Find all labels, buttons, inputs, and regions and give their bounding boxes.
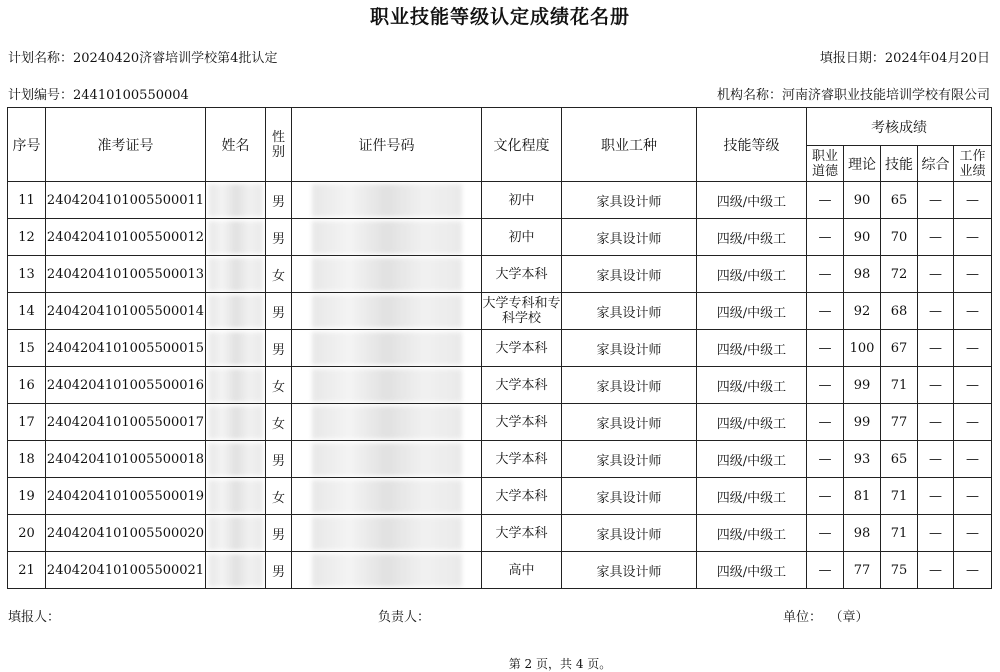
name-cell xyxy=(206,478,266,515)
page-number-text: 第 2 页，共 4 页。 xyxy=(508,657,612,671)
theory-score-cell: 90 xyxy=(844,219,881,256)
table-row xyxy=(8,219,992,256)
col-skill-level: 技能等级 xyxy=(697,108,807,182)
skill-score-cell: 71 xyxy=(881,515,918,552)
organization-label: 机构名称： xyxy=(716,88,782,103)
theory-score-cell: 93 xyxy=(844,441,881,478)
theory-score-cell: 92 xyxy=(844,293,881,330)
ethics-score-cell: — xyxy=(807,182,844,219)
skill-level-cell: 四级/中级工 xyxy=(697,219,807,256)
table-row xyxy=(8,478,992,515)
col-name: 姓名 xyxy=(206,108,266,182)
redacted-id-number xyxy=(312,258,462,291)
education-cell: 大学本科 xyxy=(482,515,562,552)
overall-score-cell: — xyxy=(918,182,954,219)
id-no-cell xyxy=(292,256,482,293)
work-performance-cell: — xyxy=(954,552,992,589)
ethics-score-cell: — xyxy=(807,367,844,404)
redacted-name xyxy=(209,184,263,217)
id-no-cell xyxy=(292,219,482,256)
theory-score-cell: 100 xyxy=(844,330,881,367)
exam-no-cell: 2404204101005500015 xyxy=(46,330,206,367)
skill-score-cell: 77 xyxy=(881,404,918,441)
seq-cell: 19 xyxy=(8,478,46,515)
exam-no-cell: 2404204101005500021 xyxy=(46,552,206,589)
exam-no-cell: 2404204101005500012 xyxy=(46,219,206,256)
id-no-cell xyxy=(292,515,482,552)
col-work-performance: 工作业绩 xyxy=(954,146,992,182)
skill-level-cell: 四级/中级工 xyxy=(697,515,807,552)
occupation-cell: 家具设计师 xyxy=(562,404,697,441)
work-performance-cell: — xyxy=(954,219,992,256)
table-row xyxy=(8,256,992,293)
occupation-cell: 家具设计师 xyxy=(562,256,697,293)
skill-score-cell: 71 xyxy=(881,478,918,515)
id-no-cell xyxy=(292,478,482,515)
ethics-score-cell: — xyxy=(807,404,844,441)
work-performance-cell: — xyxy=(954,330,992,367)
name-cell xyxy=(206,367,266,404)
seq-cell: 20 xyxy=(8,515,46,552)
skill-level-cell: 四级/中级工 xyxy=(697,256,807,293)
overall-score-cell: — xyxy=(918,552,954,589)
skill-level-cell: 四级/中级工 xyxy=(697,330,807,367)
exam-no-cell: 2404204101005500016 xyxy=(46,367,206,404)
education-cell: 大学本科 xyxy=(482,256,562,293)
gender-cell: 女 xyxy=(266,404,292,441)
redacted-name xyxy=(209,221,263,254)
theory-score-cell: 99 xyxy=(844,404,881,441)
filler-label: 填报人： xyxy=(8,610,61,625)
col-ethics: 职业道德 xyxy=(807,146,844,182)
ethics-score-cell: — xyxy=(807,219,844,256)
unit-label: 单位： xyxy=(783,610,823,625)
theory-score-cell: 98 xyxy=(844,515,881,552)
redacted-name xyxy=(209,443,263,476)
gender-cell: 女 xyxy=(266,256,292,293)
redacted-id-number xyxy=(312,221,462,254)
table-row xyxy=(8,441,992,478)
plan-number xyxy=(8,84,189,103)
skill-level-cell: 四级/中级工 xyxy=(697,478,807,515)
seq-cell: 21 xyxy=(8,552,46,589)
fill-date-value: 2024年04月20日 xyxy=(884,51,990,66)
redacted-id-number xyxy=(312,369,462,402)
occupation-cell: 家具设计师 xyxy=(562,552,697,589)
col-overall: 综合 xyxy=(918,146,954,182)
overall-score-cell: — xyxy=(918,219,954,256)
redacted-name xyxy=(209,554,263,587)
redacted-name xyxy=(209,295,263,328)
name-cell xyxy=(206,552,266,589)
skill-level-cell: 四级/中级工 xyxy=(697,182,807,219)
exam-no-cell: 2404204101005500019 xyxy=(46,478,206,515)
name-cell xyxy=(206,219,266,256)
occupation-cell: 家具设计师 xyxy=(562,515,697,552)
name-cell xyxy=(206,404,266,441)
overall-score-cell: — xyxy=(918,293,954,330)
organization-value: 河南济睿职业技能培训学校有限公司 xyxy=(781,88,990,103)
work-performance-cell: — xyxy=(954,256,992,293)
col-skill: 技能 xyxy=(881,146,918,182)
id-no-cell xyxy=(292,330,482,367)
overall-score-cell: — xyxy=(918,367,954,404)
seq-cell: 16 xyxy=(8,367,46,404)
plan-name xyxy=(8,47,277,66)
unit-field xyxy=(783,606,869,625)
work-performance-cell: — xyxy=(954,293,992,330)
redacted-name xyxy=(209,406,263,439)
education-cell: 大学本科 xyxy=(482,330,562,367)
seq-cell: 14 xyxy=(8,293,46,330)
redacted-id-number xyxy=(312,480,462,513)
theory-score-cell: 81 xyxy=(844,478,881,515)
skill-level-cell: 四级/中级工 xyxy=(697,441,807,478)
col-occupation: 职业工种 xyxy=(562,108,697,182)
col-gender: 性别 xyxy=(266,108,292,182)
id-no-cell xyxy=(292,293,482,330)
exam-no-cell: 2404204101005500017 xyxy=(46,404,206,441)
work-performance-cell: — xyxy=(954,441,992,478)
theory-score-cell: 90 xyxy=(844,182,881,219)
work-performance-cell: — xyxy=(954,515,992,552)
seq-cell: 17 xyxy=(8,404,46,441)
unit-stamp: （章） xyxy=(836,610,869,625)
plan-number-label: 计划编号： xyxy=(8,88,74,103)
skill-score-cell: 72 xyxy=(881,256,918,293)
fill-date xyxy=(820,47,990,66)
organization-name xyxy=(717,84,990,103)
overall-score-cell: — xyxy=(918,441,954,478)
education-cell: 高中 xyxy=(482,552,562,589)
skill-score-cell: 65 xyxy=(881,182,918,219)
redacted-name xyxy=(209,517,263,550)
ethics-score-cell: — xyxy=(807,256,844,293)
table-row xyxy=(8,182,992,219)
name-cell xyxy=(206,256,266,293)
name-cell xyxy=(206,441,266,478)
overall-score-cell: — xyxy=(918,256,954,293)
overall-score-cell: — xyxy=(918,515,954,552)
occupation-cell: 家具设计师 xyxy=(562,478,697,515)
exam-no-cell: 2404204101005500013 xyxy=(46,256,206,293)
skill-score-cell: 71 xyxy=(881,367,918,404)
score-roster-table xyxy=(7,107,992,589)
ethics-score-cell: — xyxy=(807,441,844,478)
id-no-cell xyxy=(292,404,482,441)
redacted-id-number xyxy=(312,443,462,476)
occupation-cell: 家具设计师 xyxy=(562,367,697,404)
redacted-id-number xyxy=(312,184,462,217)
name-cell xyxy=(206,515,266,552)
occupation-cell: 家具设计师 xyxy=(562,182,697,219)
exam-no-cell: 2404204101005500014 xyxy=(46,293,206,330)
table-row xyxy=(8,367,992,404)
skill-score-cell: 70 xyxy=(881,219,918,256)
skill-level-cell: 四级/中级工 xyxy=(697,404,807,441)
col-seq: 序号 xyxy=(8,108,46,182)
col-id-no: 证件号码 xyxy=(292,108,482,182)
occupation-cell: 家具设计师 xyxy=(562,219,697,256)
plan-name-label: 计划名称： xyxy=(8,51,74,66)
overall-score-cell: — xyxy=(918,330,954,367)
seq-cell: 12 xyxy=(8,219,46,256)
id-no-cell xyxy=(292,182,482,219)
fill-date-label: 填报日期： xyxy=(819,51,885,66)
gender-cell: 男 xyxy=(266,515,292,552)
ethics-score-cell: — xyxy=(807,515,844,552)
education-cell: 大学本科 xyxy=(482,367,562,404)
occupation-cell: 家具设计师 xyxy=(562,293,697,330)
redacted-id-number xyxy=(312,406,462,439)
ethics-score-cell: — xyxy=(807,293,844,330)
name-cell xyxy=(206,293,266,330)
education-cell: 大学专科和专科学校 xyxy=(482,293,562,330)
table-row xyxy=(8,552,992,589)
theory-score-cell: 99 xyxy=(844,367,881,404)
education-cell: 大学本科 xyxy=(482,404,562,441)
work-performance-cell: — xyxy=(954,182,992,219)
theory-score-cell: 77 xyxy=(844,552,881,589)
table-row xyxy=(8,404,992,441)
redacted-name xyxy=(209,480,263,513)
id-no-cell xyxy=(292,367,482,404)
skill-level-cell: 四级/中级工 xyxy=(697,552,807,589)
name-cell xyxy=(206,182,266,219)
overall-score-cell: — xyxy=(918,478,954,515)
education-cell: 初中 xyxy=(482,219,562,256)
work-performance-cell: — xyxy=(954,478,992,515)
seq-cell: 18 xyxy=(8,441,46,478)
skill-level-cell: 四级/中级工 xyxy=(697,293,807,330)
occupation-cell: 家具设计师 xyxy=(562,330,697,367)
gender-cell: 男 xyxy=(266,293,292,330)
redacted-name xyxy=(209,332,263,365)
overall-score-cell: — xyxy=(918,404,954,441)
education-cell: 大学本科 xyxy=(482,478,562,515)
exam-no-cell: 2404204101005500020 xyxy=(46,515,206,552)
seq-cell: 13 xyxy=(8,256,46,293)
work-performance-cell: — xyxy=(954,404,992,441)
roster-body xyxy=(8,182,992,589)
redacted-name xyxy=(209,258,263,291)
theory-score-cell: 98 xyxy=(844,256,881,293)
skill-score-cell: 67 xyxy=(881,330,918,367)
table-row xyxy=(8,330,992,367)
gender-cell: 男 xyxy=(266,219,292,256)
col-theory: 理论 xyxy=(844,146,881,182)
plan-name-value: 20240420济睿培训学校第4批认定 xyxy=(73,51,278,66)
ethics-score-cell: — xyxy=(807,552,844,589)
gender-cell: 女 xyxy=(266,367,292,404)
work-performance-cell: — xyxy=(954,367,992,404)
redacted-id-number xyxy=(312,295,462,328)
exam-no-cell: 2404204101005500011 xyxy=(46,182,206,219)
ethics-score-cell: — xyxy=(807,478,844,515)
gender-cell: 男 xyxy=(266,330,292,367)
col-scores-group: 考核成绩 xyxy=(807,108,992,146)
responsible-label: 负责人： xyxy=(378,610,431,625)
id-no-cell xyxy=(292,552,482,589)
exam-no-cell: 2404204101005500018 xyxy=(46,441,206,478)
document-title: 职业技能等级认定成绩花名册 xyxy=(369,6,630,28)
skill-score-cell: 68 xyxy=(881,293,918,330)
name-cell xyxy=(206,330,266,367)
redacted-id-number xyxy=(312,554,462,587)
table-row xyxy=(8,293,992,330)
redacted-name xyxy=(209,369,263,402)
id-no-cell xyxy=(292,441,482,478)
gender-cell: 女 xyxy=(266,478,292,515)
occupation-cell: 家具设计师 xyxy=(562,441,697,478)
education-cell: 大学本科 xyxy=(482,441,562,478)
seq-cell: 11 xyxy=(8,182,46,219)
col-education: 文化程度 xyxy=(482,108,562,182)
table-row xyxy=(8,515,992,552)
gender-cell: 男 xyxy=(266,182,292,219)
seq-cell: 15 xyxy=(8,330,46,367)
gender-cell: 男 xyxy=(266,441,292,478)
skill-score-cell: 75 xyxy=(881,552,918,589)
redacted-id-number xyxy=(312,332,462,365)
page-number xyxy=(0,655,1000,672)
ethics-score-cell: — xyxy=(807,330,844,367)
gender-cell: 男 xyxy=(266,552,292,589)
skill-level-cell: 四级/中级工 xyxy=(697,367,807,404)
redacted-id-number xyxy=(312,517,462,550)
plan-number-value: 24410100550004 xyxy=(73,88,189,103)
col-exam-no: 准考证号 xyxy=(46,108,206,182)
education-cell: 初中 xyxy=(482,182,562,219)
skill-score-cell: 65 xyxy=(881,441,918,478)
